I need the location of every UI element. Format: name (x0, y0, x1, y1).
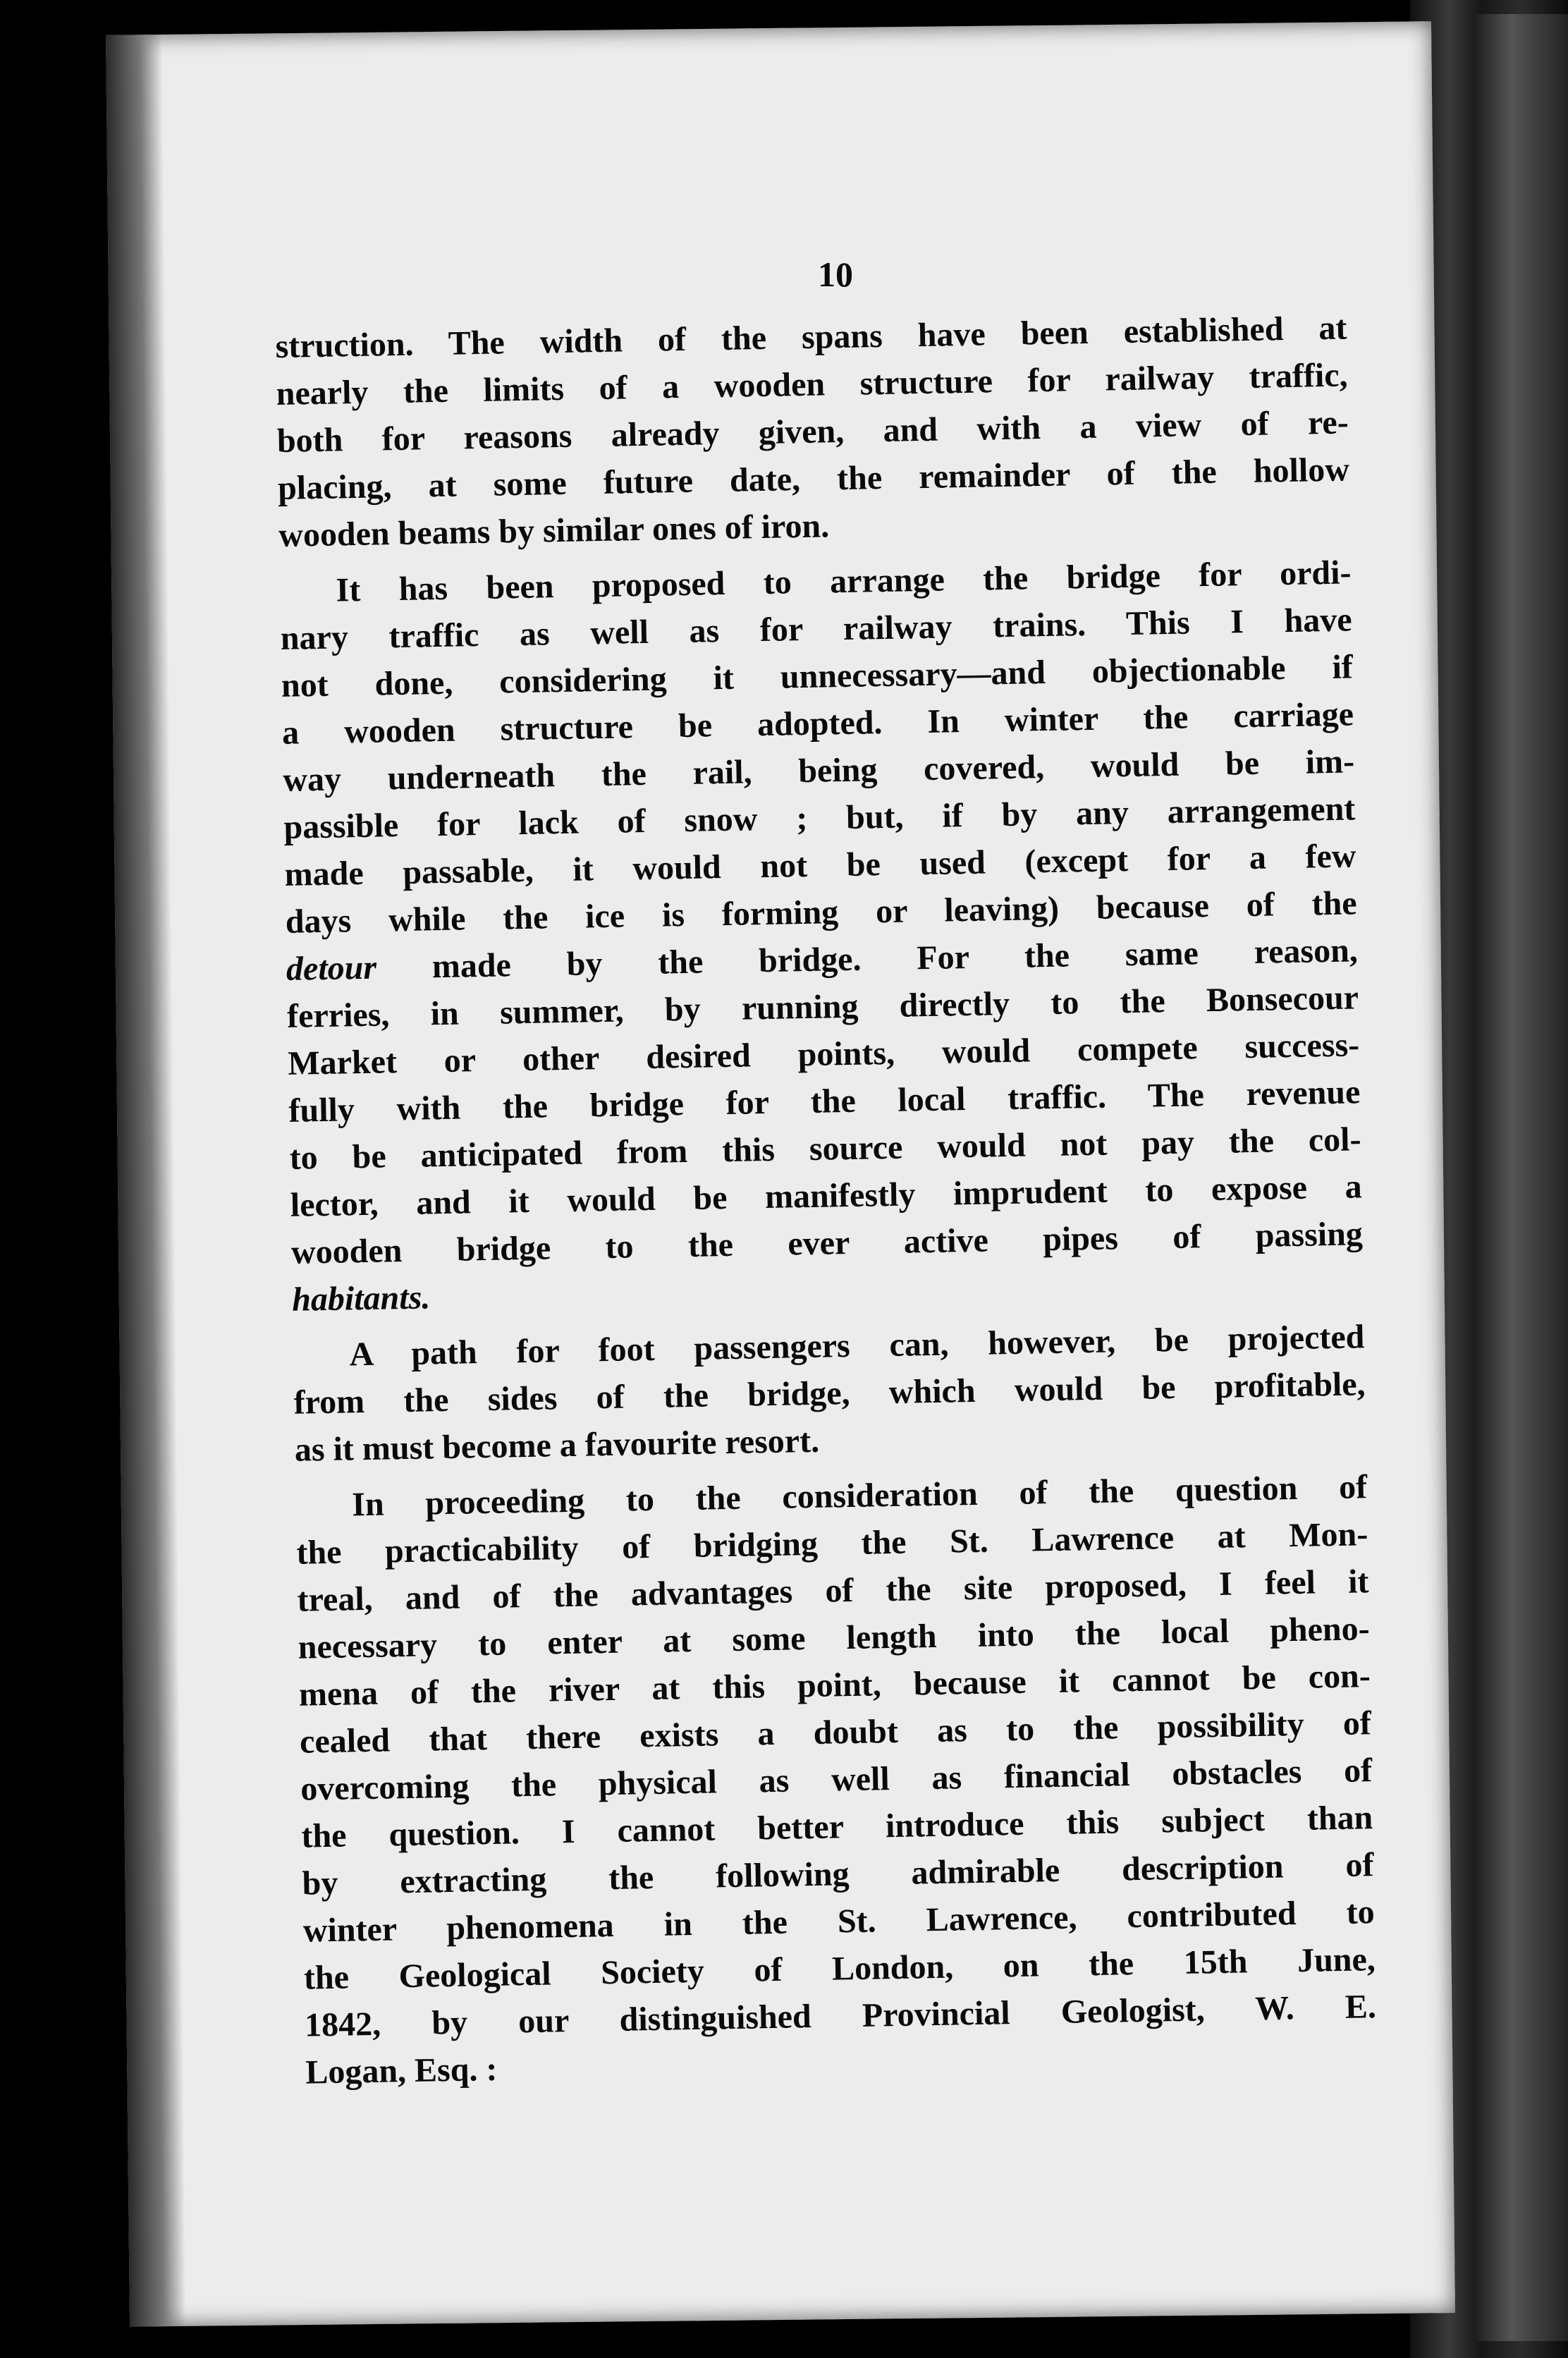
paragraph (295, 1463, 1378, 2096)
adjacent-page-edge (1474, 14, 1568, 2341)
line-text: In proceeding to the consideration of the question of (351, 1468, 1368, 1524)
line-text: to be anticipated from this source would not pay the col- (289, 1120, 1361, 1177)
body-text (275, 304, 1378, 2096)
page-number: 10 (818, 255, 853, 294)
line-text: the practicability of bridging the St. Lawrence at Mon- (295, 1515, 1368, 1572)
line-text: days while the ice is forming or leaving) because of the (285, 884, 1358, 941)
line-text: treal, and of the advantages of the site proposed, I feel it (297, 1563, 1369, 1619)
line-text: both for reasons already given, and with a view of re- (276, 403, 1349, 460)
line-text: not done, considering it unnecessary—and objectionable if (281, 648, 1354, 704)
line-text: ferries, in summer, by running directly to the Bonsecour (286, 979, 1359, 1035)
line-text: made passable, it would not be used (except for a few (284, 837, 1356, 893)
line-text: the question. I cannot better introduce this subject than (300, 1799, 1373, 1855)
line-text: Market or other desired points, would compete success- (287, 1026, 1360, 1082)
italic-text: habitants. (291, 1278, 431, 1319)
line-text: mena of the river at this point, because it cannot be con- (298, 1657, 1371, 1713)
line-text: fully with the bridge for the local traffic. The revenue (288, 1073, 1361, 1130)
line-text: Logan, Esq. : (305, 2050, 498, 2091)
line-text: A path for foot passengers can, however, be projected (349, 1318, 1365, 1374)
paragraph (293, 1313, 1366, 1473)
paragraph (275, 304, 1351, 558)
line-text: passible for lack of snow ; but, if by any arrangement (283, 790, 1356, 846)
line-text: necessary to enter at some length into the local pheno- (298, 1610, 1371, 1666)
line-text: nearly the limits of a wooden structure for railway traffic, (276, 356, 1348, 413)
line-text: 1842, by our distinguished Provincial Geologist, W. E. (304, 1988, 1377, 2044)
line-text: lector, and it would be manifestly imprudent to expose a (290, 1168, 1363, 1224)
line-text: wooden bridge to the ever active pipes of passing (290, 1215, 1364, 1271)
line-text: winter phenomena in the St. Lawrence, contributed to (302, 1893, 1376, 1950)
line-text: It has been proposed to arrange the bridge for ordi- (336, 554, 1352, 609)
line-text: the Geological Society of London, on the 15th June, (303, 1941, 1376, 1997)
line-text: placing, at some future date, the remainder of the hollow (277, 451, 1350, 507)
paragraph (279, 549, 1364, 1323)
line-text: wooden beams by similar ones of iron. (278, 507, 830, 554)
line-text: way underneath the rail, being covered, would be im- (282, 743, 1355, 799)
line-text: a wooden structure be adopted. In winter the carriage (281, 695, 1354, 752)
line-text: cealed that there exists a doubt as to the possibility of (299, 1704, 1372, 1761)
line-text: as it must become a favourite resort. (294, 1422, 820, 1469)
line-text: overcoming the physical as well as financial obstacles of (300, 1752, 1373, 1808)
line-text: struction. The width of the spans have been established at (275, 309, 1347, 365)
italic-text: detour (286, 948, 377, 988)
line-text: from the sides of the bridge, which would be profitable, (293, 1365, 1366, 1422)
line-text: nary traffic as well as for railway trains. This I have (280, 601, 1353, 657)
line-text: made by the bridge. For the same reason, (376, 931, 1359, 986)
line-text: by extracting the following admirable description of (302, 1846, 1374, 1902)
